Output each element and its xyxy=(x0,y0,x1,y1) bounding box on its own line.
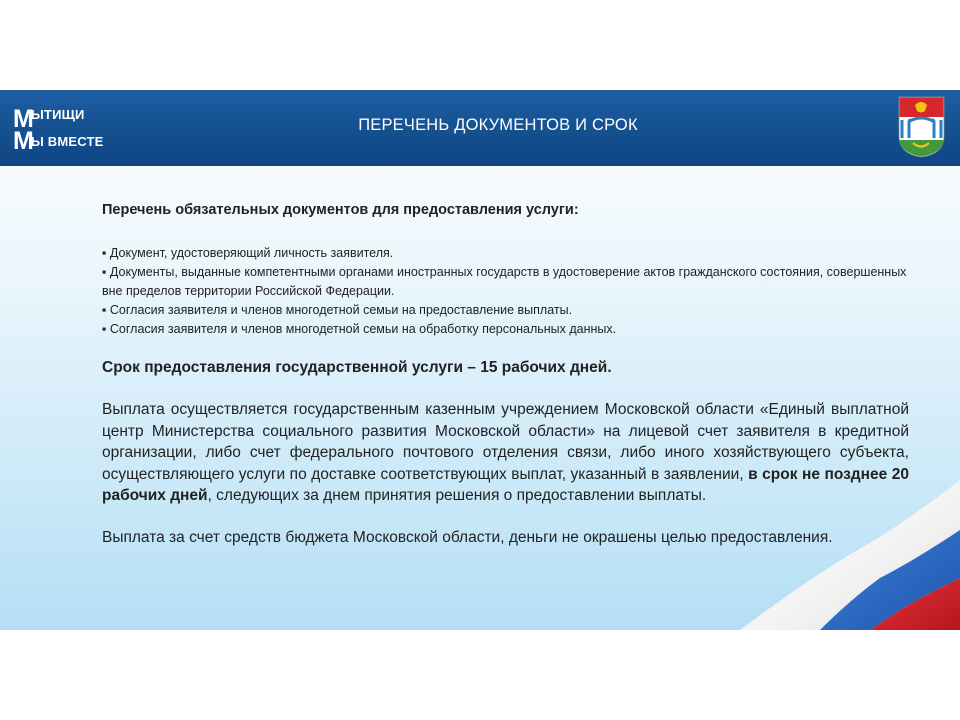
slide-header xyxy=(0,90,960,166)
presentation-slide xyxy=(0,90,960,630)
document-item: ▪ Согласия заявителя и членов многодетной семьи на обработку персональных данных. xyxy=(102,322,617,336)
logo-word-2: Ы ВМЕСТЕ xyxy=(31,134,104,149)
documents-heading: Перечень обязательных документов для предоставления услуги: xyxy=(102,202,579,218)
payment-deadline-bold: в срок не позднее 20 рабочих дней xyxy=(102,465,909,504)
slide-title: ПЕРЕЧЕНЬ ДОКУМЕНТОВ И СРОК xyxy=(358,116,638,134)
payment-paragraph xyxy=(102,399,909,507)
document-item: ▪ Согласия заявителя и членов многодетной семьи на предоставление выплаты. xyxy=(102,303,573,317)
slide-content xyxy=(102,202,909,548)
coat-of-arms-icon xyxy=(898,96,945,158)
budget-paragraph: Выплата за счет средств бюджета Московской области, деньги не окрашены целью предоставления. xyxy=(102,528,833,546)
payment-tail: , следующих за днем принятия решения о предоставлении выплаты. xyxy=(207,487,707,504)
document-item: ▪ Документ, удостоверяющий личность заявителя. xyxy=(102,246,394,260)
documents-list xyxy=(102,244,909,339)
payment-text: Выплата осуществляется государственным казенным учреждением Московской области «Единый выплатной центр Министерства социального развития Московской области» на лицевой счет заявителя в кредитной организации, либо счет федерального почтового отделения связи, либо иного хозяйствующего субъекта, осуществляющего услуги по доставке соответствующих выплат, указанный в заявлении, xyxy=(102,401,909,483)
document-item: ▪ Документы, выданные компетентными органами иностранных государств в удостоверение актов гражданского состояния, совершенных вне пределов территории Российской Федерации. xyxy=(102,265,907,298)
logo-word-1: ЫТИЩИ xyxy=(31,107,85,122)
deadline-heading: Срок предоставления государственной услуги – 15 рабочих дней. xyxy=(102,359,612,376)
logo-initial-2: М xyxy=(13,127,34,155)
logo-initial-1: М xyxy=(13,105,34,133)
